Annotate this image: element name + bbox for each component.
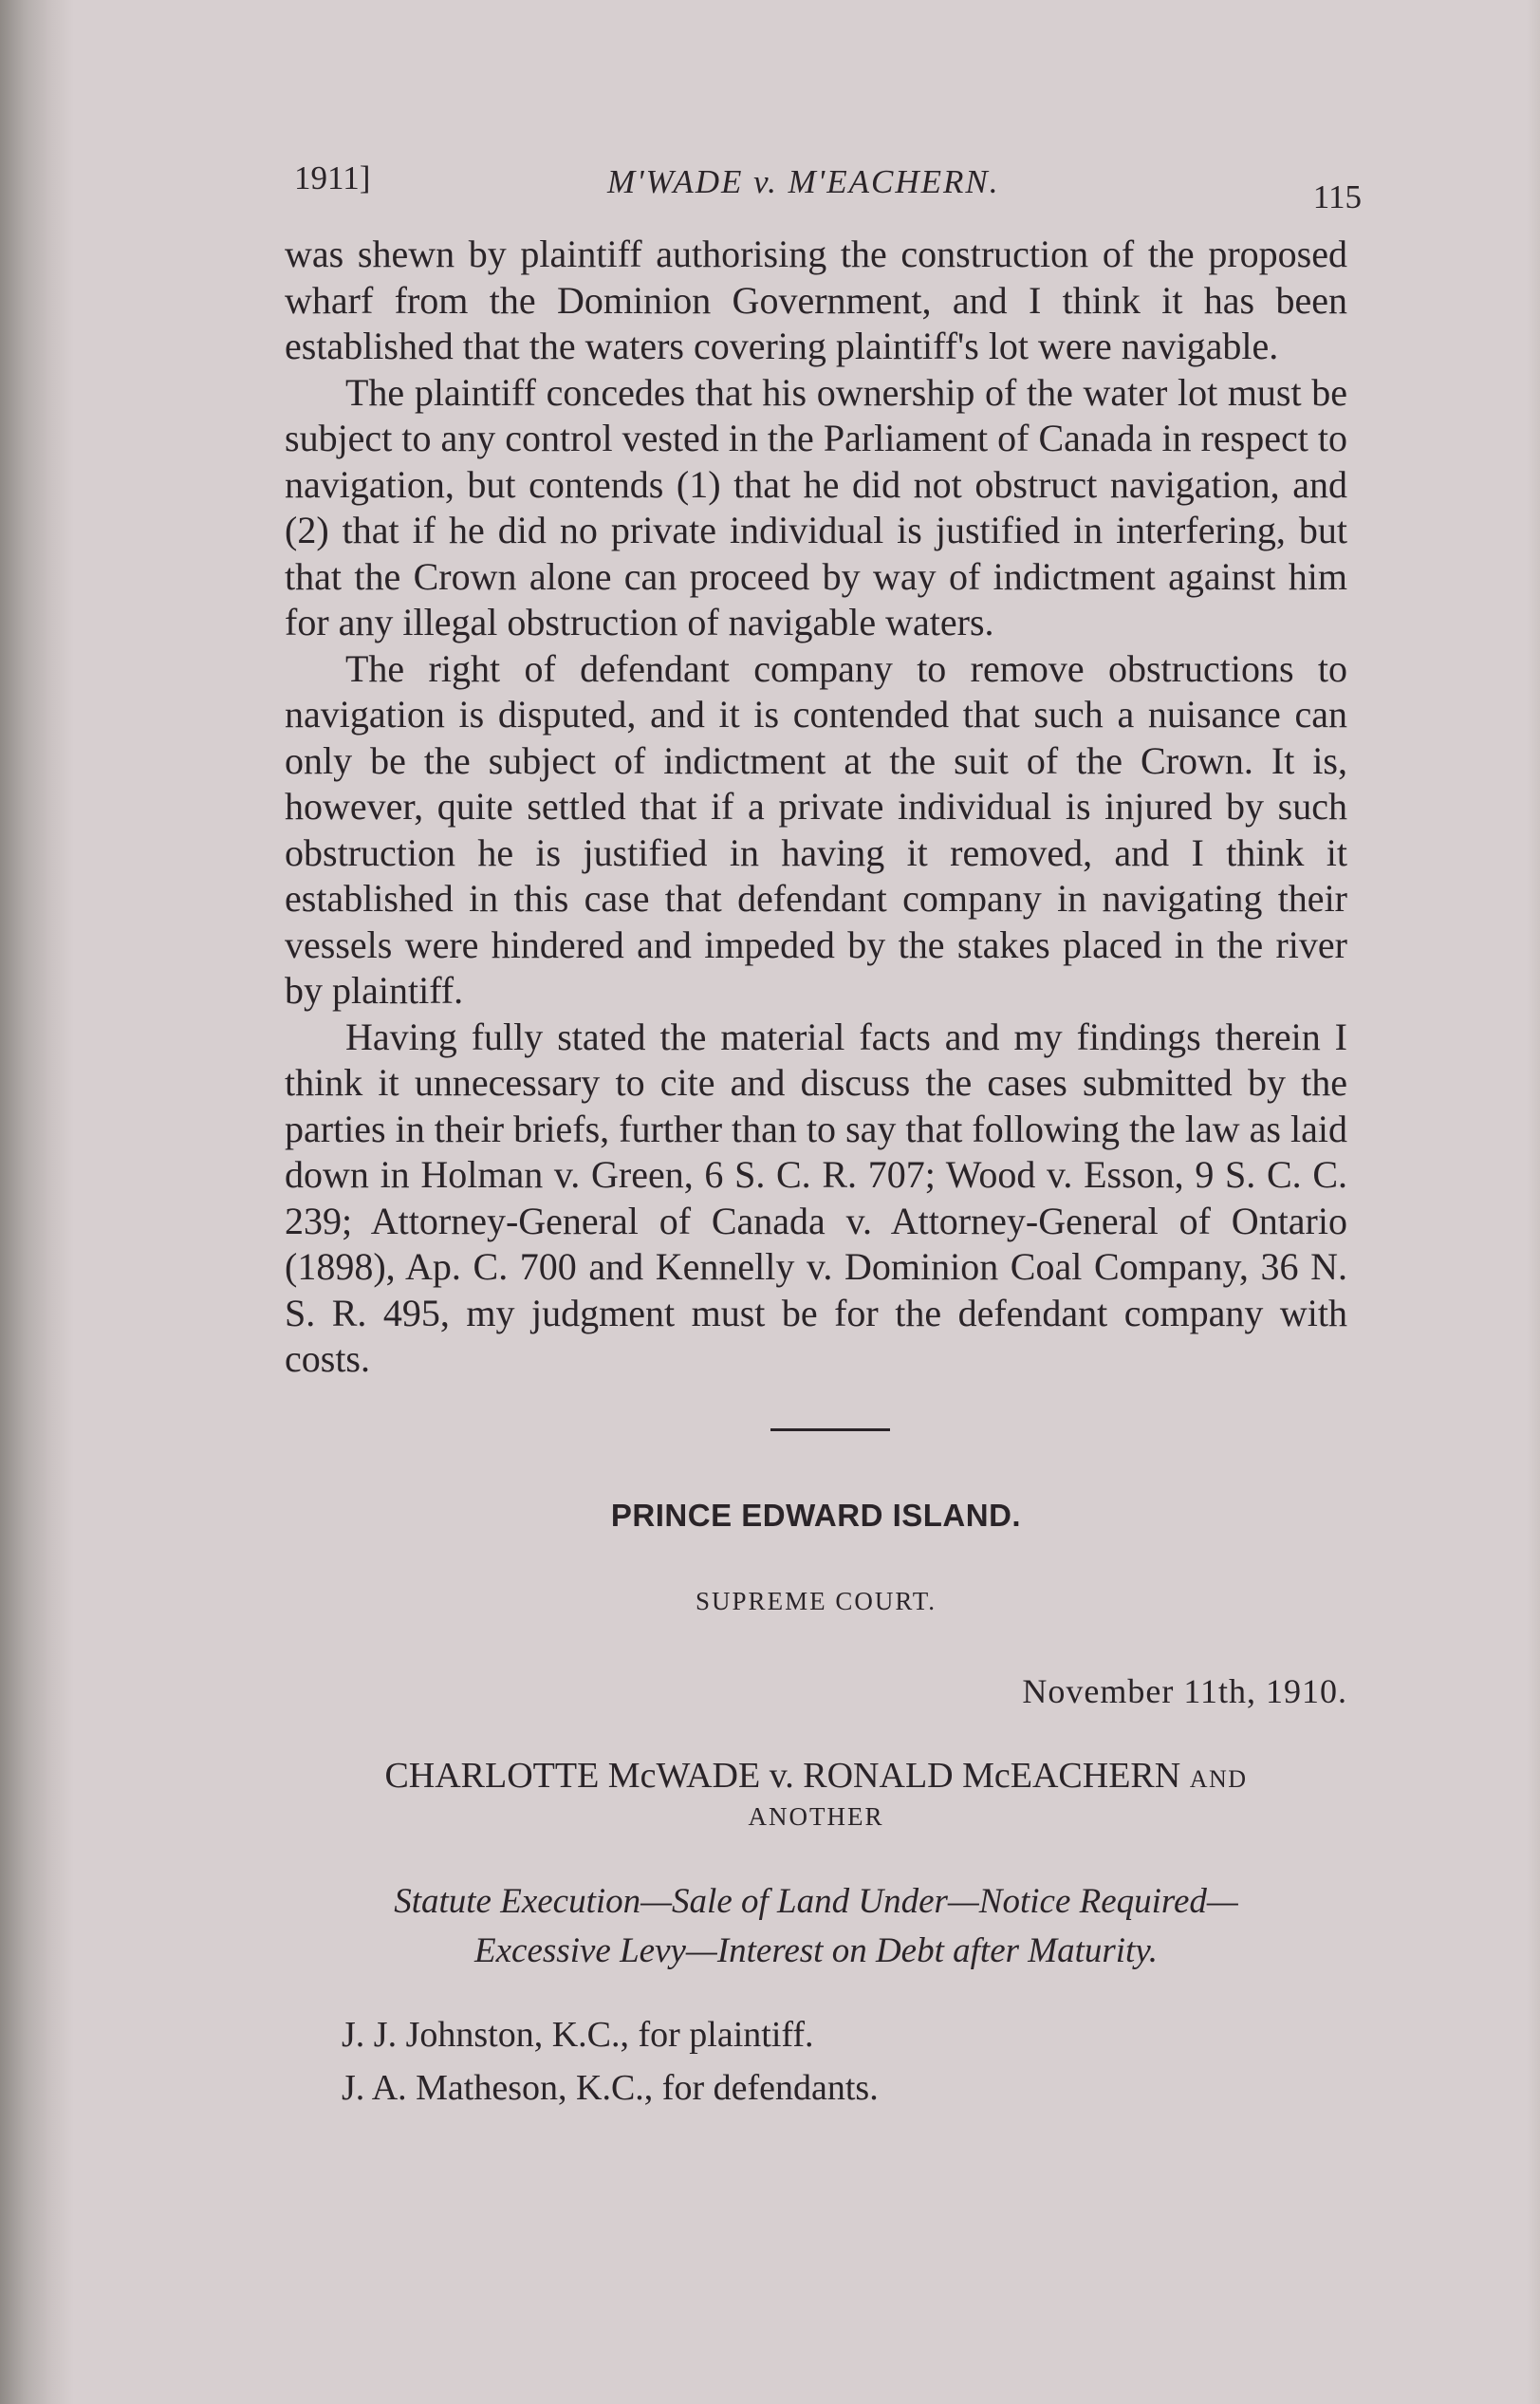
running-head — [285, 152, 1362, 218]
decision-date: November 11th, 1910. — [1022, 1671, 1347, 1710]
book-page — [285, 152, 1362, 2115]
case-another: ANOTHER — [748, 1801, 884, 1831]
paragraph: Having fully stated the material facts and my findings therein I think it unnecessary to cite and discuss the cases submitted by the parties in their briefs, further than to say that following the law as laid down in Holman v. Green, 6 S. C. R. 707; Wood v. Esson, 9 S. C. C. 239; Attorney-General of Canada v. Attorney-General of Ontario (1898), Ap. C. 700 and Kennelly v. Dominion Coal Company, 36 N. S. R. 495, my judgment must be for the defendant company with costs. — [285, 1015, 1347, 1380]
jurisdiction-heading: PRINCE EDWARD ISLAND. — [610, 1497, 1022, 1533]
headnote-line: Excessive Levy—Interest on Debt after Maturity. — [474, 1930, 1158, 1970]
plaintiff-name: CHARLOTTE McWADE — [384, 1755, 761, 1796]
headnote-line: Statute Execution—Sale of Land Under—Notice Required— — [394, 1881, 1238, 1921]
paragraph: The plaintiff concedes that his ownership of the water lot must be subject to any control vested in the Parliament of Canada in respect to navigation, but contends (1) that he did not obstruct navigation, and (2) that if he did no private individual is justified in interfering, but that the Crown alone can proceed by way of indictment against him for any illegal obstruction of navigable waters. — [285, 370, 1347, 643]
paragraph-continued: was shewn by plaintiff authorising the construction of the proposed wharf from the Dominion Government, and I think it has been established that the waters covering plaintiff's lot were navigable. — [285, 233, 1347, 367]
running-head-year: 1911] — [294, 159, 371, 196]
case-title — [285, 1753, 1347, 1802]
headnote — [285, 1877, 1347, 1976]
defendant-name: RONALD McEACHERN — [803, 1755, 1181, 1796]
counsel-plaintiff: J. J. Johnston, K.C., for plaintiff. — [342, 2014, 814, 2055]
running-head-title: M'WADE v. M'EACHERN. — [607, 163, 1000, 200]
court-heading: SUPREME COURT. — [696, 1586, 937, 1615]
section-divider — [770, 1428, 890, 1431]
counsel-list — [285, 2008, 1347, 2115]
book-gutter-shadow — [0, 0, 74, 2404]
counsel-defendants: J. A. Matheson, K.C., for defendants. — [342, 2067, 879, 2108]
case-and: AND — [1189, 1764, 1248, 1793]
paragraph: The right of defendant company to remove obstructions to navigation is disputed, and it is contended that such a nuisance can only be the subject of indictment at the suit of the Crown. It is, however, quite settled that if a private individual is injured by such obstruction he is justified in having it removed, and I think it established in this case that defendant company in navigating their vessels were hindered and impeded by the stakes placed in the river by plaintiff. — [285, 646, 1347, 1012]
page-edge-shadow — [1527, 0, 1540, 2404]
judgment-body — [285, 232, 1347, 1383]
page-number: 115 — [1312, 178, 1362, 215]
versus: v. — [769, 1755, 794, 1796]
